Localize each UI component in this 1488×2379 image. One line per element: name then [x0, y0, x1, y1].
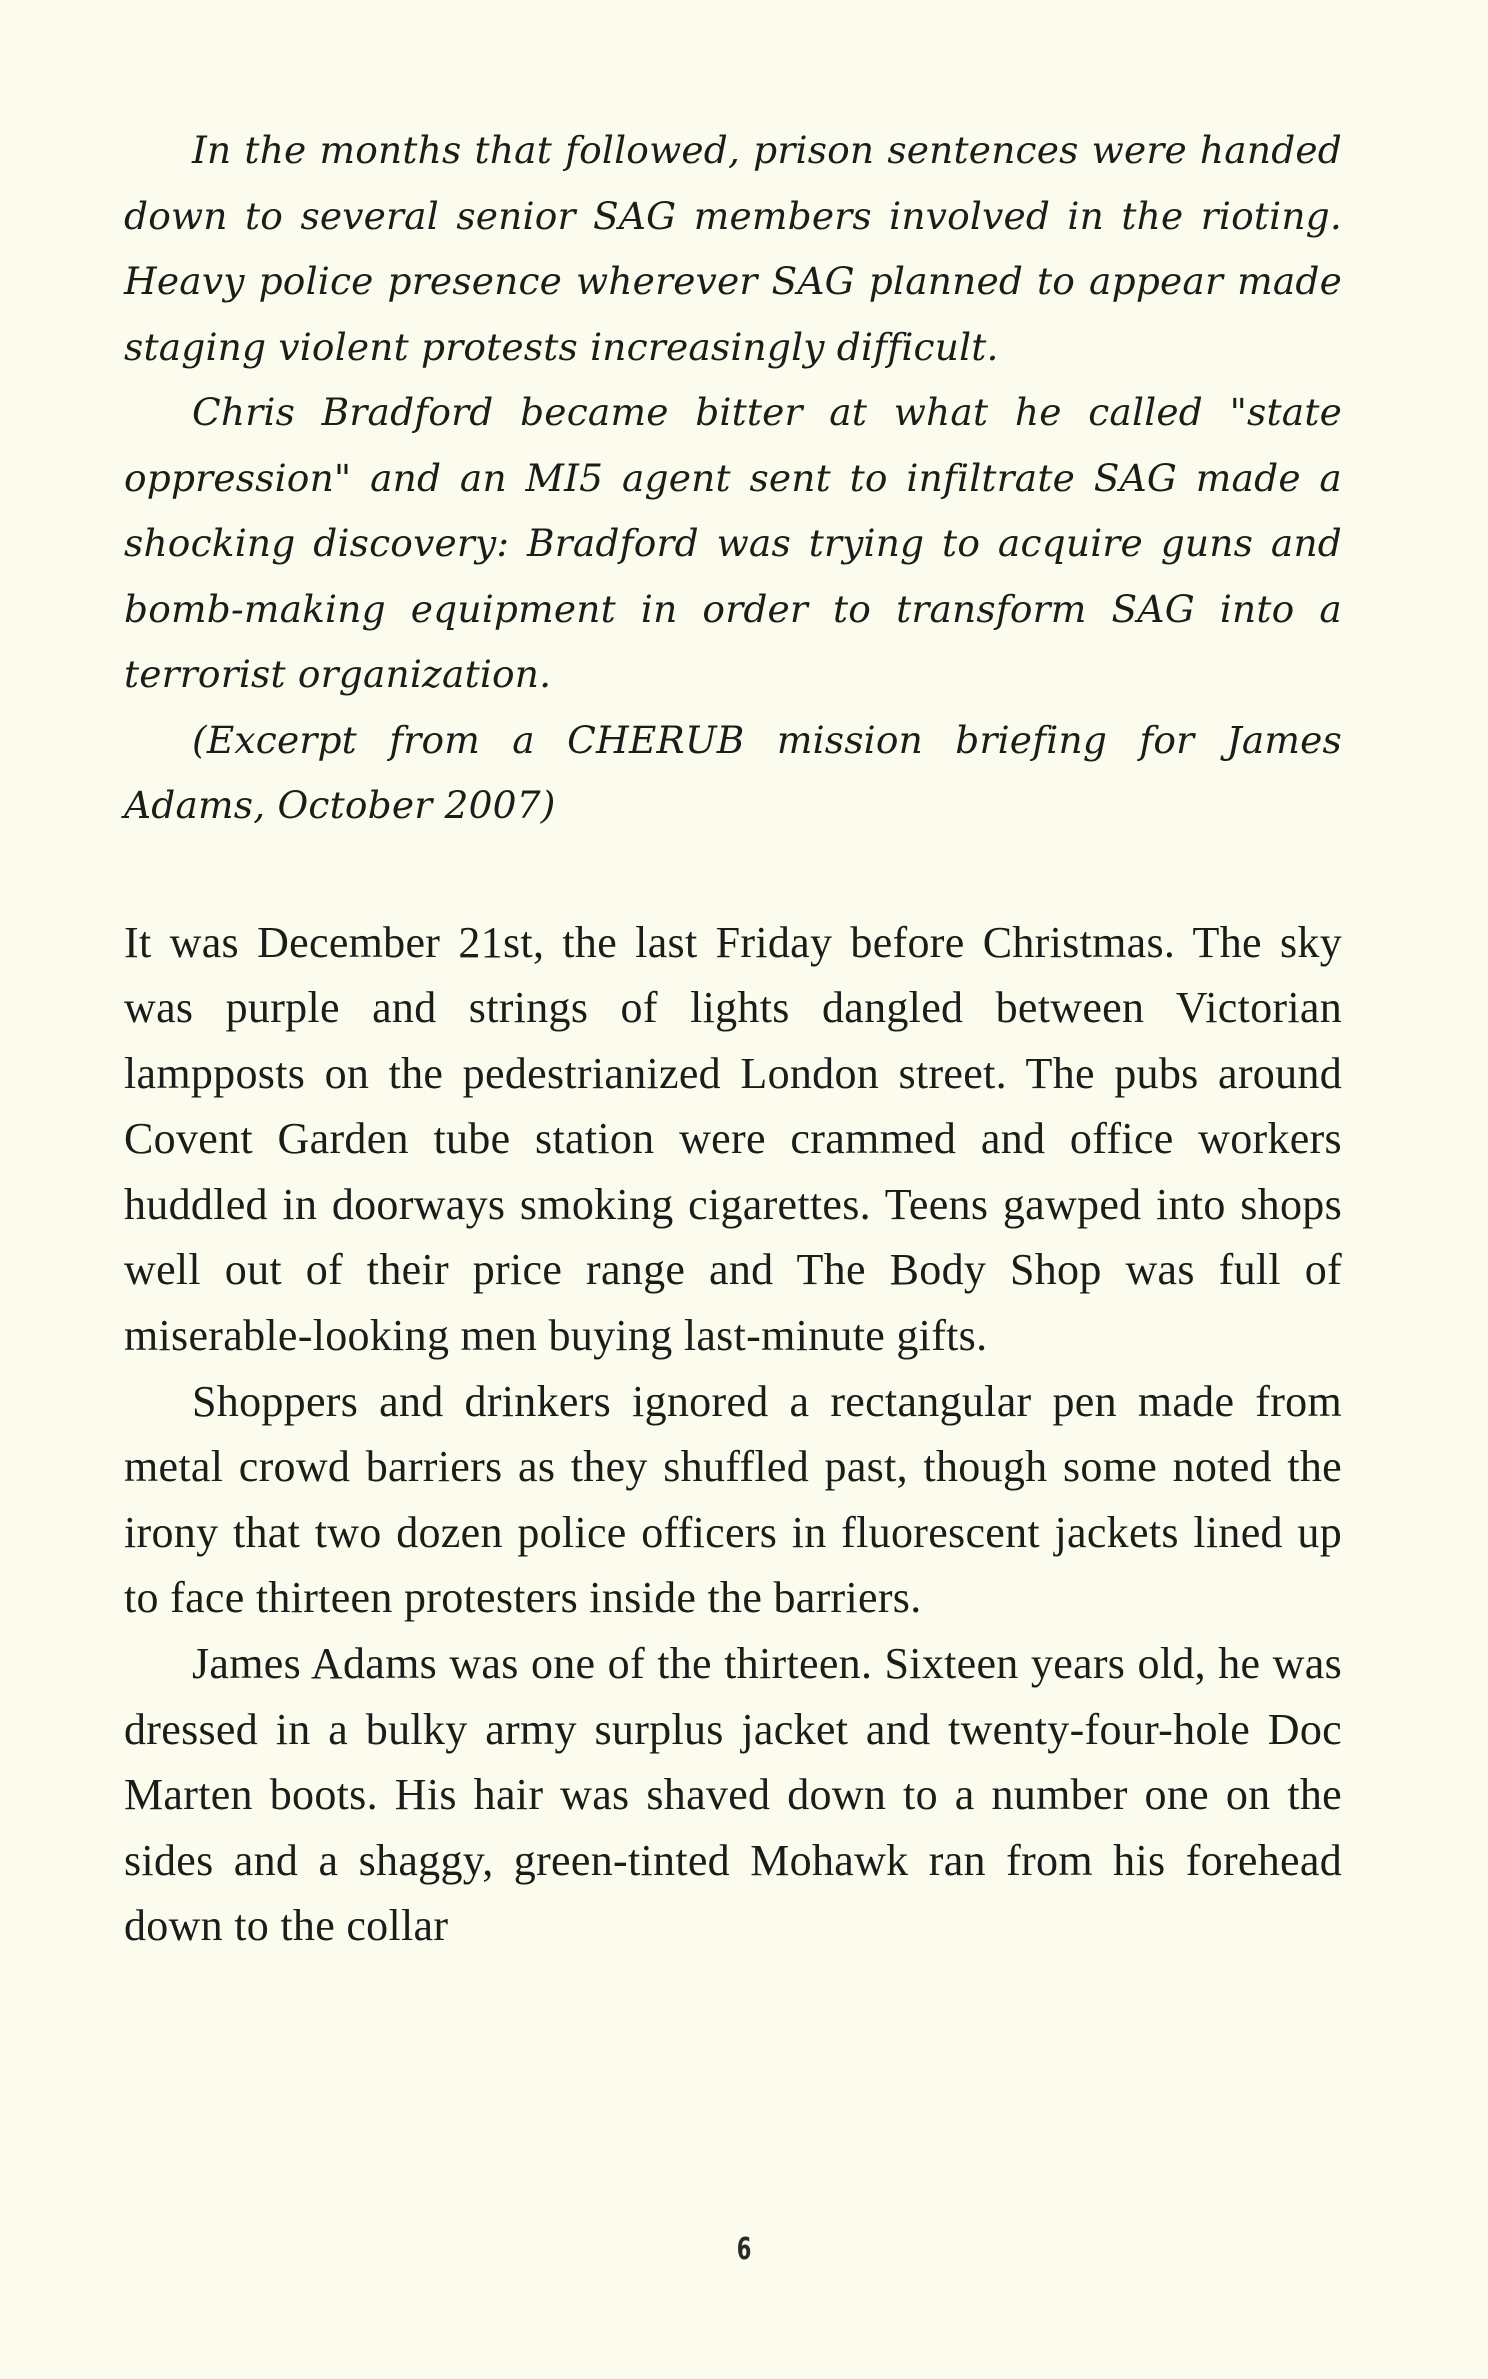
mission-briefing-excerpt: [124, 118, 1342, 839]
excerpt-paragraph-2: Chris Bradford became bitter at what he called "state oppression" and an MI5 agent sent to infiltrate SAG made a shocking discovery: Bradford was trying to acquire guns and bomb-making equipment in order to transform SAG into a terrorist organization.: [124, 390, 1342, 696]
text-column: [124, 118, 1342, 1959]
body-paragraph-1: It was December 21st, the last Friday before Christmas. The sky was purple and strings of lights dangled between Victorian lampposts on the pedestrianized London street. The pubs around Covent Garden tube station were crammed and office workers huddled in doorways smoking cigarettes. Teens gawped into shops well out of their price range and The Body Shop was full of miserable-looking men buying last-minute gifts.: [124, 917, 1342, 1361]
chapter-body: [124, 910, 1342, 1960]
excerpt-paragraph-1: In the months that followed, prison sentences were handed down to several senior SAG members involved in the rioting. Heavy police presence wherever SAG planned to appear made staging violent protests increasingly difficult.: [124, 128, 1342, 369]
body-paragraph-3: James Adams was one of the thirteen. Sixteen years old, he was dressed in a bulky army surplus jacket and twenty-four-hole Doc Marten boots. His hair was shaved down to a number one on the sides and a shaggy, green-tinted Mohawk ran from his forehead down to the collar: [124, 1639, 1342, 1951]
page-number: 6: [736, 2232, 752, 2267]
body-paragraph-2: Shoppers and drinkers ignored a rectangular pen made from metal crowd barriers as they shuffled past, though some noted the irony that two dozen police officers in fluorescent jackets lined up to face thirteen protesters inside the barriers.: [124, 1376, 1342, 1623]
excerpt-source-citation: (Excerpt from a CHERUB mission briefing for James Adams, October 2007): [124, 717, 1342, 827]
